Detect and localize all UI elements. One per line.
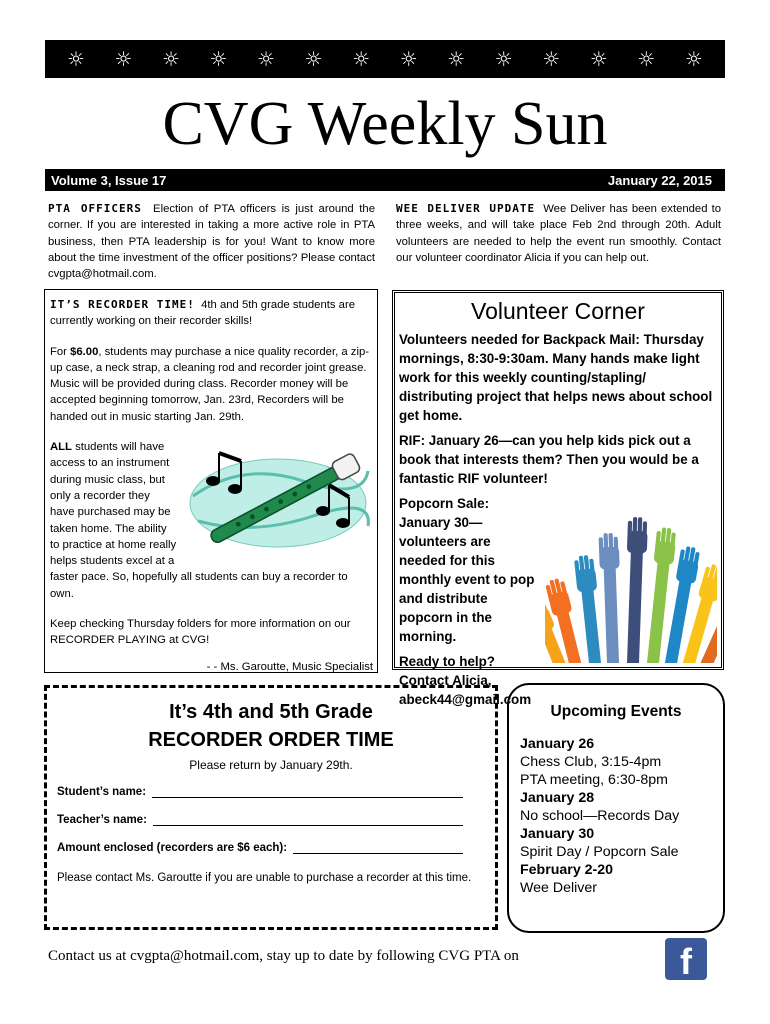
volunteer-popcorn: Popcorn Sale: January 30—volunteers are needed for this monthly event to pop and distribute popcorn in the morning.: [399, 496, 535, 644]
sun-icon: ☼: [209, 47, 228, 71]
event-date: January 26: [520, 736, 595, 752]
event-item: Wee Deliver: [520, 880, 598, 896]
sun-icon: ☼: [162, 47, 180, 71]
sun-icon: ☼: [637, 47, 656, 71]
volunteer-rif: RIF: January 26—can you help kids pick out a book that interests them? Then you would be a fantastic RIF volunteer!: [399, 433, 699, 486]
wee-text: Wee Deliver has been extended to three weeks, and will take place Feb 2nd through 20th. Adult volunteers are needed to help the event run smoothly. Contact our volunteer coordinator Alicia if you can help out.: [396, 203, 721, 264]
sun-icon: ☼: [114, 47, 133, 71]
footer-contact: Contact us at cvgpta@hotmail.com, stay up to date by following CVG PTA on: [48, 948, 519, 964]
event-date: January 30: [520, 826, 595, 842]
pta-officers-article: [48, 201, 375, 282]
teacher-name-line[interactable]: [153, 814, 463, 826]
pta-kicker: PTA OFFICERS: [48, 202, 142, 215]
sun-icon: ☼: [257, 47, 276, 71]
events-title: Upcoming Events: [550, 703, 682, 720]
volunteer-email[interactable]: abeck44@gmail.com: [399, 692, 532, 707]
recorder-notes-illustration: [183, 441, 373, 559]
recorder-kicker: IT’S RECORDER TIME!: [50, 298, 195, 311]
recorder-price: $6.00: [70, 345, 99, 358]
recorder-price-paragraph: For $6.00, students may purchase a nice quality recorder, a zip-up case, a neck strap, a cleaning rod and recorder joint grease. Music will be provided during class. Recorder money will be accepted beginning tomorrow, Jan. 23rd, Recorders will be handed out in music starting Jan. 29th.: [50, 345, 370, 423]
student-name-line[interactable]: [152, 786, 463, 798]
raised-hand: [574, 554, 607, 663]
amount-line[interactable]: [293, 842, 463, 854]
facebook-icon[interactable]: f: [665, 938, 707, 980]
sun-banner: [45, 40, 725, 78]
raised-hands-illustration: [545, 503, 717, 663]
event-date: January 28: [520, 790, 595, 806]
recorder-order-form: [44, 685, 498, 930]
sun-icon: ☼: [67, 47, 85, 71]
recorder-closing: Keep checking Thursday folders for more information on our RECORDER PLAYING at CVG!: [50, 618, 351, 647]
wee-deliver-article: [396, 201, 721, 266]
sun-icon: ☼: [447, 47, 466, 71]
order-title-1: It’s 4th and 5th Grade: [169, 701, 373, 723]
wee-kicker: WEE DELIVER UPDATE: [396, 202, 536, 215]
volunteer-backpack: Volunteers needed for Backpack Mail: Thursday mornings, 8:30-9:30am. Many hands make light work for this weekly counting/stapling/ distributing project that helps news about school get home.: [399, 332, 713, 423]
pta-text: Election of PTA officers is just around the corner. If you are interested in taking a more active role in PTA business, then PTA leadership is for you! Want to know more about the time investment of the officer positions? Please contact cvgpta@hotmail.com.: [48, 203, 375, 281]
recorder-access-paragraph: ALL students will have access to an instrument during music class, but only a recorder they have purchased may be taken home. The ability to practice at home really helps students excel at a faster pace. So, hopefully all students can buy a recorder to own.: [50, 439, 373, 602]
volunteer-corner: [392, 290, 724, 707]
recorder-signature: - - Ms. Garoutte, Music Specialist: [206, 660, 373, 673]
issue-volume: Volume 3, Issue 17: [51, 172, 167, 188]
volunteer-contact: Ready to help? Contact Alicia, abeck44@gmail.com: [399, 654, 532, 707]
masthead-title: CVG Weekly Sun: [162, 90, 608, 158]
events-list: [509, 735, 723, 897]
recorder-intro: 4th and 5th grade students are currently working on their recorder skills!: [50, 299, 356, 328]
sun-icon: ☼: [542, 47, 561, 71]
upcoming-events: [507, 683, 725, 933]
order-title-2: RECORDER ORDER TIME: [148, 729, 394, 751]
issue-bar: [45, 169, 725, 191]
sun-icon: ☼: [589, 47, 608, 71]
event-item: Chess Club, 3:15-4pm: [520, 754, 662, 770]
event-item: PTA meeting, 6:30-8pm: [520, 772, 668, 788]
recorder-article: [44, 289, 378, 673]
sun-icon: ☼: [494, 47, 513, 71]
teacher-name-field[interactable]: Teacher’s name:: [57, 814, 463, 826]
event-date: February 2-20: [520, 862, 614, 878]
sun-icon: ☼: [304, 47, 323, 71]
issue-date: January 22, 2015: [607, 172, 712, 188]
sun-icon: ☼: [352, 47, 371, 71]
raised-hand: [598, 533, 623, 663]
amount-field[interactable]: Amount enclosed (recorders are $6 each):: [57, 842, 463, 854]
sun-icon: ☼: [684, 47, 703, 71]
sun-icon: ☼: [399, 47, 418, 71]
event-item: No school—Records Day: [520, 808, 680, 824]
student-name-field[interactable]: Student’s name:: [57, 786, 463, 798]
order-return-date: Please return by January 29th.: [189, 758, 353, 772]
event-item: Spirit Day / Popcorn Sale: [520, 844, 679, 860]
volunteer-title: Volunteer Corner: [471, 298, 645, 324]
raised-hand: [622, 517, 648, 663]
order-note: Please contact Ms. Garoutte if you are unable to purchase a recorder at this time.: [57, 872, 472, 884]
